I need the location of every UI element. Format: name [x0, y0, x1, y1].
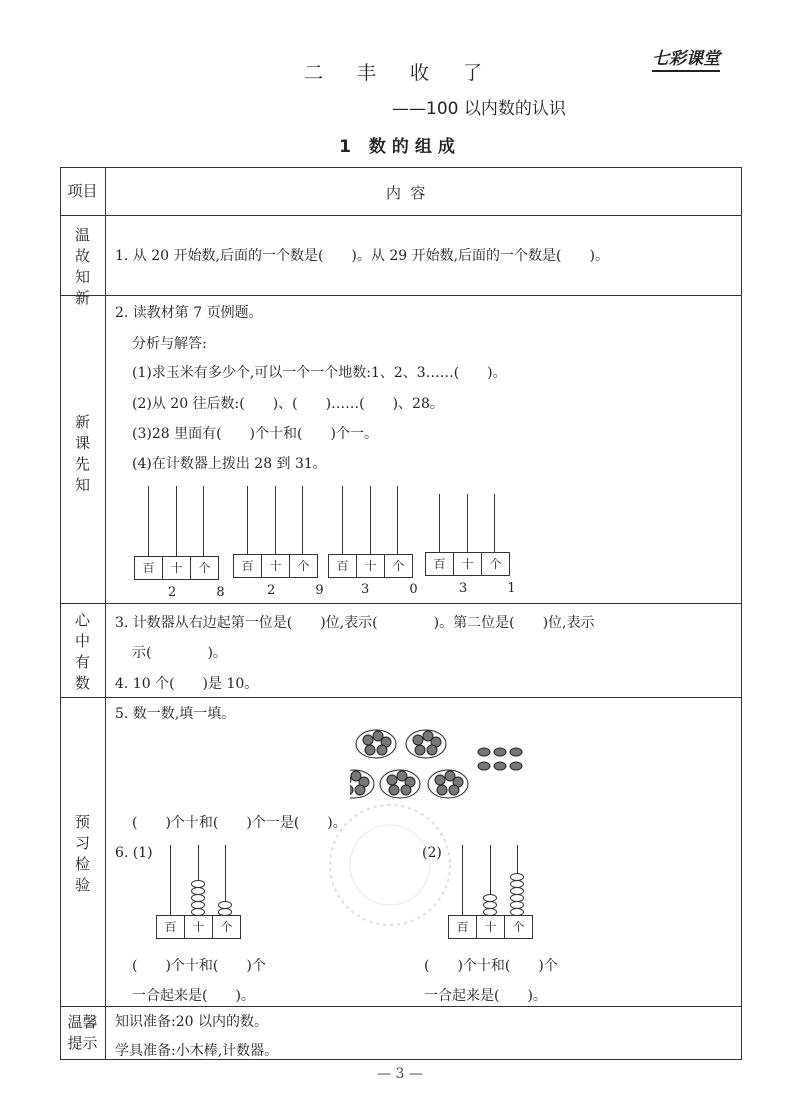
row-label-tips: 温馨提示 — [67, 1013, 98, 1052]
row-divider — [60, 603, 742, 604]
question-2-part-2: (2)从 20 往后数:( )、( )……( )、28。 — [132, 396, 444, 412]
analysis-heading: 分析与解答: — [132, 336, 207, 352]
row-divider — [60, 215, 742, 216]
chapter-subtitle: ——100 以内数的认识 — [392, 99, 566, 119]
page-number: — 3 — — [377, 1066, 423, 1082]
question-5: 5. 数一数,填一填。 — [115, 706, 236, 722]
question-1: 1. 从 20 开始数,后面的一个数是( )。从 29 开始数,后面的一个数是( )。 — [115, 248, 609, 264]
abacus-value: 2 9 — [267, 583, 342, 598]
question-6-2-answer-b: 一合起来是( )。 — [424, 988, 547, 1004]
question-6-1-answer-a: ( )个十和( )个 — [132, 958, 266, 974]
abacus-value: 2 8 — [168, 585, 243, 600]
ten-bead-cluster — [380, 770, 420, 798]
single-beads — [478, 748, 522, 770]
row-label-check: 预习检验 — [74, 813, 90, 894]
row-divider — [60, 295, 742, 296]
row-divider — [60, 697, 742, 698]
ten-bead-cluster — [406, 730, 446, 758]
watermark-stamp — [325, 800, 455, 930]
publisher-logo: 七彩课堂 — [652, 44, 720, 72]
column-divider — [105, 167, 106, 1060]
question-2-part-4: (4)在计数器上拨出 28 到 31。 — [132, 456, 327, 472]
question-2-part-3: (3)28 里面有( )个十和( )个一。 — [132, 426, 378, 442]
question-3-continued: 示( )。 — [132, 645, 227, 661]
question-2: 2. 读教材第 7 页例题。 — [115, 305, 263, 321]
question-2-part-1: (1)求玉米有多少个,可以一个一个地数:1、2、3……( )。 — [132, 365, 507, 381]
question-5-answer: ( )个十和( )个一是( )。 — [132, 815, 347, 831]
abacus-value: 3 1 — [459, 581, 534, 596]
abacus-value: 3 0 — [361, 582, 436, 597]
row-label-review: 温故知新 — [74, 226, 90, 307]
question-4: 4. 10 个( )是 10。 — [115, 676, 259, 692]
ten-bead-cluster — [350, 770, 374, 798]
question-6-1-answer-b: 一合起来是( )。 — [132, 988, 255, 1004]
ten-bead-cluster — [356, 730, 396, 758]
question-3: 3. 计数器从右边起第一位是( )位,表示( )。第二位是( )位,表示 — [115, 615, 595, 631]
chapter-title: 二 丰 收 了 — [303, 62, 497, 84]
knowledge-prep: 知识准备:20 以内的数。 — [115, 1014, 268, 1030]
column-header-content: 内 容 — [386, 184, 426, 202]
ten-bead-cluster — [428, 770, 468, 798]
question-6-2-answer-a: ( )个十和( )个 — [424, 958, 558, 974]
row-label-preview: 新课先知 — [74, 413, 90, 494]
column-header-item: 项目 — [67, 182, 98, 200]
tools-prep: 学具准备:小木棒,计数器。 — [115, 1043, 279, 1059]
question-6-part-1-label: 6. (1) — [115, 845, 153, 861]
question-6-part-2-label: (2) — [422, 845, 442, 861]
row-divider — [60, 1006, 742, 1007]
section-title: 1 数的组成 — [339, 137, 461, 157]
row-label-understanding: 心中有数 — [74, 611, 90, 692]
